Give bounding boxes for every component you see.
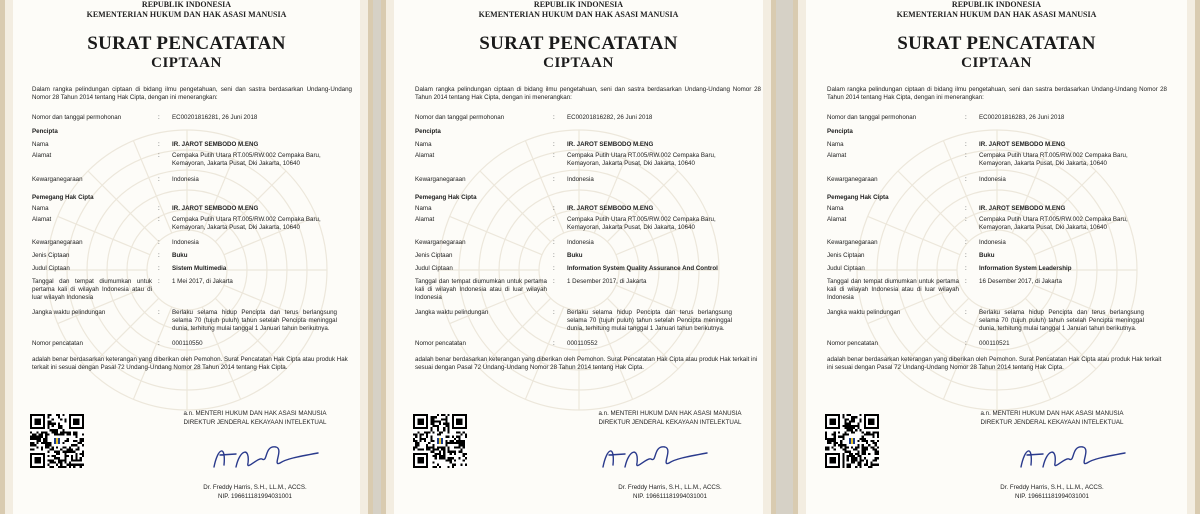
- colon: :: [965, 141, 967, 148]
- certificate-title: SURAT PENCATATAN: [897, 33, 1096, 54]
- page-gap: [776, 0, 793, 514]
- qr-code: [825, 414, 879, 468]
- colon: :: [553, 265, 555, 272]
- signer-nip: NIP. 196611181994031001: [1015, 493, 1089, 500]
- field-label: Nama: [32, 205, 49, 212]
- field-label: Pemegang Hak Cipta: [827, 194, 889, 201]
- field-label: Alamat: [415, 152, 435, 159]
- sign-line-1: a.n. MENTERI HUKUM DAN HAK ASASI MANUSIA: [183, 410, 327, 417]
- colon: :: [553, 114, 555, 121]
- field-label: Nomor pencatatan: [827, 340, 878, 347]
- field-value: EC00201816281, 26 Juni 2018: [172, 114, 258, 121]
- field-label: Alamat: [827, 152, 847, 159]
- field-value: Indonesia: [567, 239, 594, 246]
- field-label: Alamat: [827, 216, 847, 223]
- field-label: Pencipta: [415, 128, 441, 135]
- qr-code: [30, 414, 84, 468]
- colon: :: [965, 152, 967, 159]
- colon: :: [158, 239, 160, 246]
- colon: :: [965, 309, 967, 316]
- field-value: IR. JAROT SEMBODO M.ENG: [567, 205, 654, 212]
- field-value: Buku: [567, 252, 583, 259]
- colon: :: [553, 141, 555, 148]
- field-value: Indonesia: [567, 176, 594, 183]
- field-label: Jenis Ciptaan: [415, 252, 453, 259]
- colon: :: [158, 152, 160, 159]
- header-ministry: KEMENTERIAN HUKUM DAN HAK ASASI MANUSIA: [86, 10, 287, 19]
- header-republic: REPUBLIK INDONESIA: [141, 0, 232, 9]
- colon: :: [158, 141, 160, 148]
- field-label: Pemegang Hak Cipta: [32, 194, 94, 201]
- field-label: Jangka waktu pelindungan: [415, 309, 489, 316]
- field-value: EC00201816282, 26 Juni 2018: [567, 114, 653, 121]
- certificate: [0, 0, 373, 514]
- colon: :: [158, 176, 160, 183]
- field-value: Indonesia: [979, 176, 1006, 183]
- field-label: Nama: [827, 205, 844, 212]
- colon: :: [965, 239, 967, 246]
- field-value: IR. JAROT SEMBODO M.ENG: [979, 205, 1066, 212]
- field-label: Nama: [415, 205, 432, 212]
- colon: :: [553, 205, 555, 212]
- field-value: 000110550: [172, 340, 203, 347]
- field-label: Alamat: [415, 216, 435, 223]
- certificate-subtitle: CIPTAAN: [543, 55, 614, 71]
- colon: :: [158, 114, 160, 121]
- field-label: Kewarganegaraan: [32, 239, 83, 246]
- field-label: Pemegang Hak Cipta: [415, 194, 477, 201]
- field-value: Cempaka Putih Utara RT.005/RW.002 Cempaka Baru, Kemayoran, Jakarta Pusat, Dki Jakarta, 10640: [979, 152, 1128, 167]
- field-value: Berlaku selama hidup Pencipta dan terus berlangsung selama 70 (tujuh puluh) tahun setelah Pencipta meninggal dunia, terhitung mulai tanggal 1 Januari tahun berikutnya.: [567, 309, 732, 332]
- field-value: 000110521: [979, 340, 1010, 347]
- field-value: 000110552: [567, 340, 598, 347]
- field-value: IR. JAROT SEMBODO M.ENG: [567, 141, 654, 148]
- signer-nip: NIP. 196611181994031001: [633, 493, 707, 500]
- sign-line-2: DIREKTUR JENDERAL KEKAYAAN INTELEKTUAL: [183, 419, 327, 426]
- field-label: Kewarganegaraan: [415, 239, 466, 246]
- page-gap: [373, 0, 381, 514]
- colon: :: [158, 278, 160, 285]
- field-label: Nama: [827, 141, 844, 148]
- field-label: Nomor dan tanggal permohonan: [415, 114, 505, 121]
- field-label: Jenis Ciptaan: [827, 252, 865, 259]
- field-value: IR. JAROT SEMBODO M.ENG: [172, 205, 259, 212]
- field-label: Jenis Ciptaan: [32, 252, 70, 259]
- signature: [1013, 437, 1133, 477]
- field-label: Nomor dan tanggal permohonan: [32, 114, 122, 121]
- field-value: Indonesia: [172, 176, 199, 183]
- intro-text: Dalam rangka pelindungan ciptaan di bidang ilmu pengetahuan, seni dan sastra berdasarkan Undang-Undang Nomor 28 Tahun 2014 tentang Hak Cipta, dengan ini menerangkan:: [415, 86, 761, 101]
- field-value: Buku: [172, 252, 188, 259]
- colon: :: [553, 340, 555, 347]
- footer-text: adalah benar berdasarkan keterangan yang diberikan oleh Pemohon. Surat Pencatatan Hak Cipta atau produk Hak terkait ini sesuai dengan Pasal 72 Undang-Undang Nomor 28 Tahun 2014 tentang Hak Cipta.: [32, 356, 348, 371]
- colon: :: [553, 309, 555, 316]
- colon: :: [965, 114, 967, 121]
- certificate-subtitle: CIPTAAN: [961, 55, 1032, 71]
- header-republic: REPUBLIK INDONESIA: [951, 0, 1042, 9]
- colon: :: [965, 278, 967, 285]
- field-label: Nomor pencatatan: [415, 340, 466, 347]
- field-label: Jangka waktu pelindungan: [32, 309, 106, 316]
- colon: :: [965, 216, 967, 223]
- field-value: Indonesia: [979, 239, 1006, 246]
- field-value: Buku: [979, 252, 995, 259]
- colon: :: [158, 205, 160, 212]
- field-value: 16 Desember 2017, di Jakarta: [979, 278, 1062, 285]
- field-value: EC00201816283, 26 Juni 2018: [979, 114, 1065, 121]
- colon: :: [965, 205, 967, 212]
- certificate: [793, 0, 1200, 514]
- colon: :: [158, 252, 160, 259]
- certificate-subtitle: CIPTAAN: [151, 55, 222, 71]
- signer-nip: NIP. 196611181994031001: [218, 493, 292, 500]
- field-value: Cempaka Putih Utara RT.005/RW.002 Cempaka Baru, Kemayoran, Jakarta Pusat, Dki Jakarta, 10640: [567, 152, 716, 167]
- intro-text: Dalam rangka pelindungan ciptaan di bidang ilmu pengetahuan, seni dan sastra berdasarkan Undang-Undang Nomor 28 Tahun 2014 tentang Hak Cipta, dengan ini menerangkan:: [32, 86, 352, 101]
- field-label: Tanggal dan tempat diumumkan untuk pertama kali di wilayah Indonesia atau di luar wilayah Indonesia: [415, 278, 547, 301]
- field-value: 1 Mei 2017, di Jakarta: [172, 278, 233, 285]
- sign-line-1: a.n. MENTERI HUKUM DAN HAK ASASI MANUSIA: [598, 410, 742, 417]
- colon: :: [553, 239, 555, 246]
- colon: :: [965, 265, 967, 272]
- field-value: IR. JAROT SEMBODO M.ENG: [979, 141, 1066, 148]
- signature: [206, 437, 326, 477]
- signature: [595, 437, 715, 477]
- field-value: 1 Desember 2017, di Jakarta: [567, 278, 647, 285]
- colon: :: [965, 340, 967, 347]
- field-label: Kewarganegaraan: [415, 176, 466, 183]
- field-value: Information System Leadership: [979, 265, 1072, 272]
- field-label: Alamat: [32, 216, 52, 223]
- header-ministry: KEMENTERIAN HUKUM DAN HAK ASASI MANUSIA: [896, 10, 1097, 19]
- certificate-title: SURAT PENCATATAN: [87, 33, 286, 54]
- field-label: Pencipta: [32, 128, 58, 135]
- signer-name: Dr. Freddy Harris, S.H., LL.M., ACCS.: [618, 484, 722, 491]
- colon: :: [965, 176, 967, 183]
- field-value: Cempaka Putih Utara RT.005/RW.002 Cempaka Baru, Kemayoran, Jakarta Pusat, Dki Jakarta, 10640: [979, 216, 1128, 231]
- signer-name: Dr. Freddy Harris, S.H., LL.M., ACCS.: [1000, 484, 1104, 491]
- field-label: Alamat: [32, 152, 52, 159]
- sign-line-2: DIREKTUR JENDERAL KEKAYAAN INTELEKTUAL: [980, 419, 1124, 426]
- footer-text: adalah benar berdasarkan keterangan yang diberikan oleh Pemohon. Surat Pencatatan Hak Cipta atau produk Hak terkait ini sesuai dengan Pasal 72 Undang-Undang Nomor 28 Tahun 2014 tentang Hak Cipta.: [415, 356, 758, 371]
- colon: :: [553, 278, 555, 285]
- header-ministry: KEMENTERIAN HUKUM DAN HAK ASASI MANUSIA: [478, 10, 679, 19]
- colon: :: [553, 152, 555, 159]
- footer-text: adalah benar berdasarkan keterangan yang diberikan oleh Pemohon. Surat Pencatatan Hak Cipta atau produk Hak terkait ini sesuai dengan Pasal 72 Undang-Undang Nomor 28 Tahun 2014 tentang Hak Cipta.: [827, 356, 1162, 371]
- intro-text: Dalam rangka pelindungan ciptaan di bidang ilmu pengetahuan, seni dan sastra berdasarkan Undang-Undang Nomor 28 Tahun 2014 tentang Hak Cipta, dengan ini menerangkan:: [827, 86, 1167, 101]
- field-label: Tanggal dan tempat diumumkan untuk pertama kali di wilayah Indonesia atau di luar wilayah Indonesia: [32, 278, 152, 301]
- field-value: Berlaku selama hidup Pencipta dan terus berlangsung selama 70 (tujuh puluh) tahun setelah Pencipta meninggal dunia, terhitung mulai tanggal 1 Januari tahun berikutnya.: [979, 309, 1144, 332]
- colon: :: [553, 216, 555, 223]
- sign-line-2: DIREKTUR JENDERAL KEKAYAAN INTELEKTUAL: [598, 419, 742, 426]
- colon: :: [553, 252, 555, 259]
- field-value: Berlaku selama hidup Pencipta dan terus berlangsung selama 70 (tujuh puluh) tahun setelah Pencipta meninggal dunia, terhitung mulai tanggal 1 Januari tahun berikutnya.: [172, 309, 337, 332]
- certificate-title: SURAT PENCATATAN: [479, 33, 678, 54]
- field-label: Nomor dan tanggal permohonan: [827, 114, 917, 121]
- certificate: [381, 0, 776, 514]
- field-label: Judul Ciptaan: [415, 265, 453, 272]
- field-value: Cempaka Putih Utara RT.005/RW.002 Cempaka Baru, Kemayoran, Jakarta Pusat, Dki Jakarta, 10640: [172, 216, 321, 231]
- header-republic: REPUBLIK INDONESIA: [533, 0, 624, 9]
- field-label: Nama: [32, 141, 49, 148]
- field-value: Cempaka Putih Utara RT.005/RW.002 Cempaka Baru, Kemayoran, Jakarta Pusat, Dki Jakarta, 10640: [567, 216, 716, 231]
- field-label: Nomor pencatatan: [32, 340, 83, 347]
- field-label: Pencipta: [827, 128, 853, 135]
- field-label: Jangka waktu pelindungan: [827, 309, 901, 316]
- colon: :: [553, 176, 555, 183]
- field-label: Tanggal dan tempat diumumkan untuk pertama kali di wilayah Indonesia atau di luar wilayah Indonesia: [827, 278, 959, 301]
- colon: :: [158, 340, 160, 347]
- field-label: Nama: [415, 141, 432, 148]
- field-value: Information System Quality Assurance And Control: [567, 265, 718, 272]
- field-label: Judul Ciptaan: [827, 265, 865, 272]
- colon: :: [158, 309, 160, 316]
- field-label: Judul Ciptaan: [32, 265, 70, 272]
- colon: :: [158, 216, 160, 223]
- signer-name: Dr. Freddy Harris, S.H., LL.M., ACCS.: [203, 484, 307, 491]
- field-label: Kewarganegaraan: [827, 239, 878, 246]
- qr-code: [413, 414, 467, 468]
- field-value: IR. JAROT SEMBODO M.ENG: [172, 141, 259, 148]
- colon: :: [965, 252, 967, 259]
- field-value: Sistem Multimedia: [172, 265, 227, 272]
- sign-line-1: a.n. MENTERI HUKUM DAN HAK ASASI MANUSIA: [980, 410, 1124, 417]
- field-label: Kewarganegaraan: [827, 176, 878, 183]
- colon: :: [158, 265, 160, 272]
- field-value: Cempaka Putih Utara RT.005/RW.002 Cempaka Baru, Kemayoran, Jakarta Pusat, Dki Jakarta, 10640: [172, 152, 321, 167]
- field-label: Kewarganegaraan: [32, 176, 83, 183]
- field-value: Indonesia: [172, 239, 199, 246]
